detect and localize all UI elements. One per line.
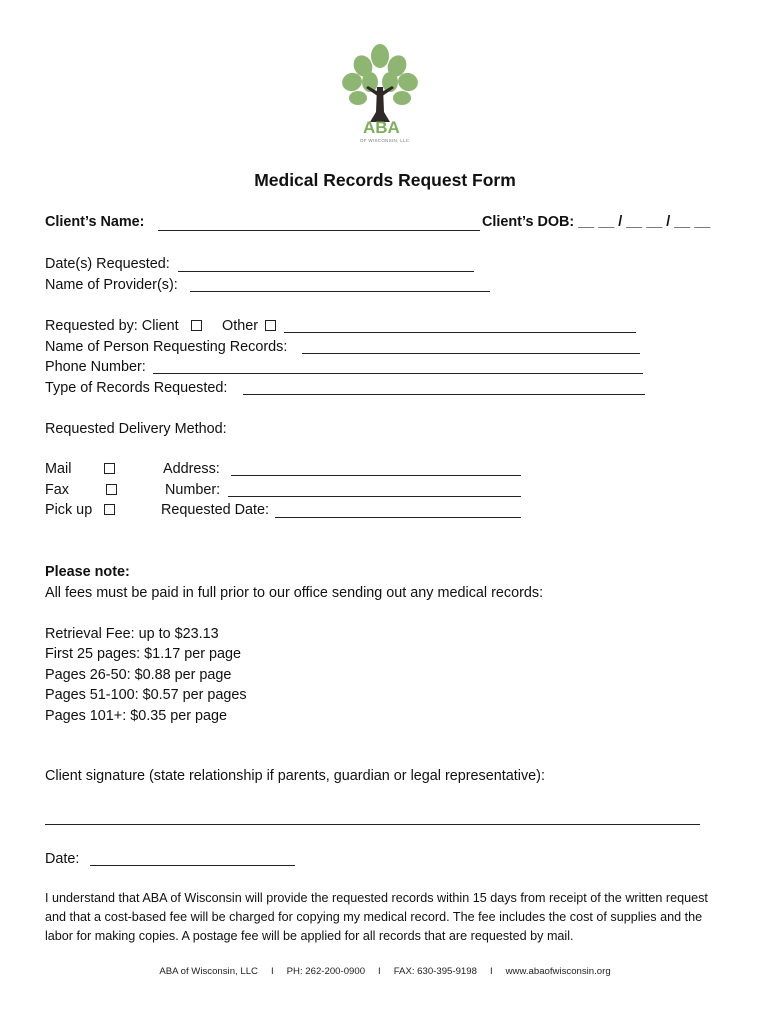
pickup-checkbox[interactable]	[104, 504, 115, 515]
phone-label: Phone Number:	[45, 359, 146, 375]
address-field[interactable]	[231, 475, 521, 476]
providers-label: Name of Provider(s):	[45, 277, 178, 293]
other-label: Other	[222, 318, 258, 334]
company-logo	[330, 42, 430, 152]
fee-item: Pages 26-50: $0.88 per page	[45, 667, 232, 683]
records-type-label: Type of Records Requested:	[45, 380, 228, 396]
signature-label: Client signature (state relationship if parents, guardian or legal representative):	[45, 768, 545, 784]
footer	[0, 966, 770, 977]
delivery-option-fax: Fax	[45, 482, 69, 498]
fax-checkbox[interactable]	[106, 484, 117, 495]
disclaimer-text: I understand that ABA of Wisconsin will provide the requested records within 15 days from receipt of the written request and that a cost-based fee will be charged for copying my medical record. The fee includes the cost of supplies and the labor for making copies. A postage fee will be applied for all records that are requested by mail.	[45, 891, 708, 943]
other-checkbox[interactable]	[265, 320, 276, 331]
fee-item: Pages 101+: $0.35 per page	[45, 708, 228, 724]
requested-by-label: Requested by: Client	[45, 318, 179, 334]
client-checkbox[interactable]	[191, 320, 202, 331]
logo-subtext: OF WISCONSIN, LLC	[360, 138, 410, 143]
other-field[interactable]	[284, 332, 636, 333]
client-name-label: Client’s Name:	[45, 214, 145, 230]
date-label: Date:	[45, 851, 80, 867]
records-type-field[interactable]	[243, 394, 645, 395]
requester-name-label: Name of Person Requesting Records:	[45, 339, 288, 355]
client-dob-label[interactable]: Client’s DOB: __ __ / __ __ / __ __	[482, 214, 711, 230]
client-name-field[interactable]	[158, 230, 480, 231]
providers-field[interactable]	[190, 291, 490, 292]
requester-name-field[interactable]	[302, 353, 640, 354]
fee-item: Retrieval Fee: up to $23.13	[45, 626, 219, 642]
phone-field[interactable]	[153, 373, 643, 374]
footer-phone: PH: 262-200-0900	[286, 966, 366, 977]
logo-wordmark: ABA	[363, 118, 400, 137]
number-label: Number:	[165, 482, 221, 498]
footer-website[interactable]: www.abaofwisconsin.org	[505, 966, 611, 977]
note-text: All fees must be paid in full prior to our office sending out any medical records:	[45, 585, 544, 601]
footer-separator: I	[489, 966, 493, 977]
dates-requested-label: Date(s) Requested:	[45, 256, 170, 272]
fee-item: First 25 pages: $1.17 per page	[45, 646, 242, 662]
fee-item: Pages 51-100: $0.57 per pages	[45, 687, 247, 703]
mail-checkbox[interactable]	[104, 463, 115, 474]
dates-requested-field[interactable]	[178, 271, 474, 272]
form-title: Medical Records Request Form	[254, 170, 516, 190]
footer-company: ABA of Wisconsin, LLC	[159, 966, 258, 977]
requested-date-field[interactable]	[275, 517, 521, 518]
footer-separator: I	[378, 966, 381, 977]
footer-separator: I	[270, 966, 274, 977]
delivery-option-mail: Mail	[45, 461, 72, 477]
signature-field[interactable]	[45, 824, 700, 825]
address-label: Address:	[163, 461, 220, 477]
number-field[interactable]	[228, 496, 521, 497]
requested-date-label: Requested Date:	[161, 502, 270, 518]
tree-logo-icon	[330, 42, 430, 127]
date-field[interactable]	[90, 865, 295, 866]
delivery-heading: Requested Delivery Method:	[45, 421, 227, 437]
delivery-option-pickup: Pick up	[45, 502, 93, 518]
note-heading: Please note:	[45, 564, 130, 580]
footer-fax: FAX: 630-395-9198	[393, 966, 477, 977]
